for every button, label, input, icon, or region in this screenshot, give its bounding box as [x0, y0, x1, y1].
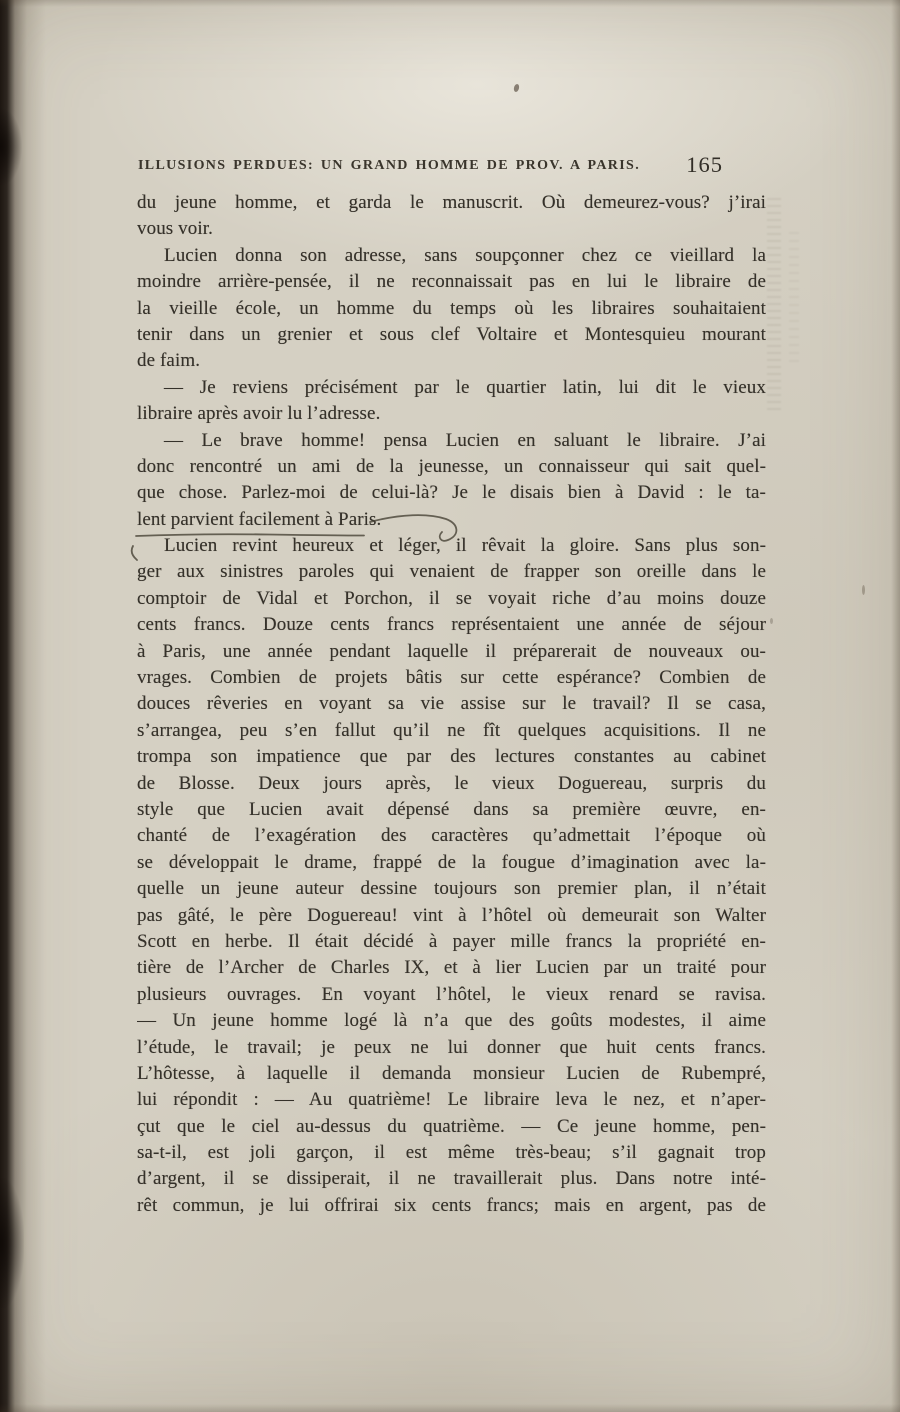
page-edge-shadow	[0, 1404, 900, 1412]
gutter-dark-blob	[0, 1178, 24, 1308]
text-line: tenir dans un grenier et sous clef Voltaire et Montesquieu mourant	[137, 323, 766, 345]
text-line: L’hôtesse, à laquelle il demanda monsieur Lucien de Rubempré,	[137, 1062, 766, 1084]
text-line: chanté de l’exagération des caractères qu’admettait l’époque où	[137, 825, 766, 847]
text-line: se développait le drame, frappé de la fougue d’imagination avec la-	[137, 851, 766, 873]
page-number: 165	[686, 152, 723, 177]
text-line: çut que le ciel au-dessus du quatrième. — Ce jeune homme, pen-	[137, 1115, 766, 1137]
text-line: donc rencontré un ami de la jeunesse, un connaisseur qui sait quel-	[137, 455, 766, 477]
text-line: la vieille école, un homme du temps où les libraires souhaitaient	[137, 297, 766, 319]
text-line: plusieurs ouvrages. En voyant l’hôtel, le vieux renard se ravisa.	[137, 983, 766, 1005]
text-line: de faim.	[137, 350, 201, 372]
text-line: tière de l’Archer de Charles IX, et à lier Lucien par un traité pour	[137, 957, 766, 979]
bleedthrough-smudge	[789, 232, 799, 362]
text-line: s’arrangea, peu s’en fallut qu’il ne fît quelques acquisitions. Il ne	[137, 719, 766, 741]
text-line: style que Lucien avait dépensé dans sa première œuvre, en-	[137, 798, 766, 820]
bleedthrough-smudge	[767, 198, 781, 410]
text-line: lui répondit : — Au quatrième! Le libraire leva le nez, et n’aper-	[137, 1089, 766, 1111]
text-line: — Je reviens précisément par le quartier latin, lui dit le vieux	[164, 376, 766, 398]
text-line: trompa son impatience que par des lectures constantes au cabinet	[137, 746, 766, 768]
text-line: du jeune homme, et garda le manuscrit. Où demeurez-vous? j’irai	[137, 192, 766, 213]
text-line: l’étude, le travail; je peux ne lui donner que huit cents francs.	[137, 1036, 766, 1058]
ink-speck	[862, 585, 865, 595]
text-line: — Le brave homme! pensa Lucien en saluant le libraire. J’ai	[164, 429, 766, 451]
text-line: douces rêveries en voyant sa vie assise sur le travail? Il se casa,	[137, 693, 766, 715]
text-line: à Paris, une année pendant laquelle il préparerait de nouveaux ou-	[137, 640, 766, 662]
page-edge-shadow	[891, 0, 900, 1412]
text-line: Scott en herbe. Il était décidé à payer mille francs la propriété en-	[137, 930, 766, 952]
page-header	[138, 150, 723, 176]
text-line: Lucien donna son adresse, sans soupçonner chez ce vieillard la	[164, 244, 766, 266]
ink-speck	[770, 618, 773, 624]
text-line: vrages. Combien de projets bâtis sur cette espérance? Combien de	[137, 667, 766, 689]
text-line: de Blosse. Deux jours après, le vieux Doguereau, surpris du	[137, 772, 766, 794]
text-line: vous voir.	[137, 218, 213, 240]
text-block	[137, 190, 766, 1219]
running-title: ILLUSIONS PERDUES: UN GRAND HOMME DE PROV. A PARIS.	[138, 158, 641, 173]
text-line: sa-t-il, est joli garçon, il est même très-beau; s’il gagnait trop	[137, 1142, 766, 1164]
text-line: libraire après avoir lu l’adresse.	[137, 403, 381, 425]
text-line: pas gâté, le père Doguereau! vint à l’hôtel où demeurait son Walter	[137, 904, 766, 926]
text-line: rêt commun, je lui offrirai six cents francs; mais en argent, pas de	[137, 1194, 766, 1216]
gutter-dark-blob	[0, 108, 22, 186]
text-line: — Un jeune homme logé là n’a que des goûts modestes, il aime	[137, 1010, 766, 1032]
text-line: Lucien revint heureux et léger, il rêvait la gloire. Sans plus son-	[164, 535, 766, 557]
text-line: ger aux sinistres paroles qui venaient de frapper son oreille dans le	[137, 561, 766, 583]
ink-speck	[513, 83, 520, 92]
text-line: que chose. Parlez-moi de celui-là? Je le disais bien à David : le ta-	[137, 482, 766, 504]
page-edge-shadow	[0, 0, 900, 7]
text-line: lent parvient facilement à Paris.	[137, 508, 382, 530]
text-line: comptoir de Vidal et Porchon, il se voyait riche d’au moins douze	[137, 587, 766, 609]
text-line: cents francs. Douze cents francs représentaient une année de séjour	[137, 614, 766, 636]
text-line: moindre arrière-pensée, il ne reconnaissait pas en lui le libraire de	[137, 271, 766, 293]
text-line: quelle un jeune auteur dessine toujours son premier plan, il n’était	[137, 878, 766, 900]
text-line: d’argent, il se dissiperait, il ne travaillerait plus. Dans notre inté-	[137, 1168, 766, 1190]
